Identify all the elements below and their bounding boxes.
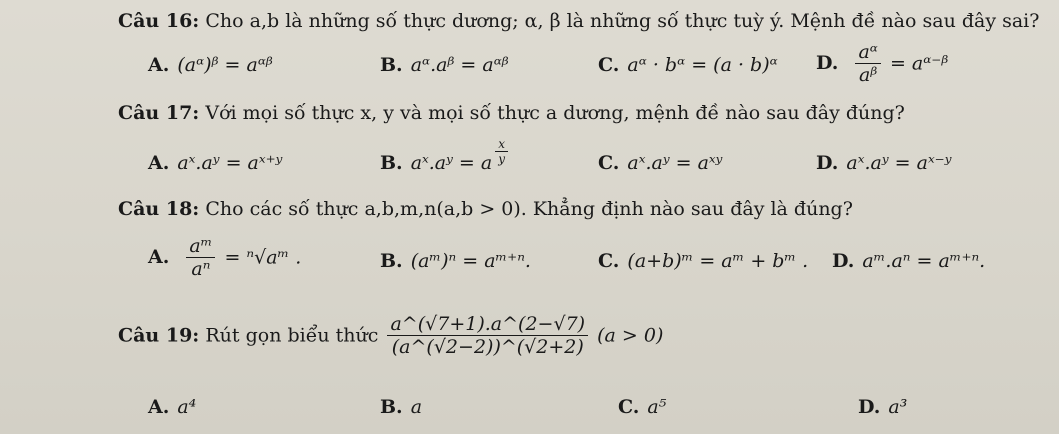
question-18-number: Câu 18: [118,198,200,220]
q18-option-d: D. aᵐ.aⁿ = aᵐ⁺ⁿ. [832,250,986,272]
q18-option-a: A. $\frac{\text{aᵐ}}{\text{aⁿ}}$ = ⁿ√aᵐ . [148,235,302,280]
q17-option-c: C. aˣ.aʸ = aˣʸ [598,152,723,174]
q19-option-c: C. a⁵ [618,396,667,418]
question-19-number: Câu 19: [118,324,200,347]
q16-option-d: D. $\frac{\text{aᵅ}}{\text{aᵝ}}$ = aᵅ⁻ᵝ [816,41,949,86]
q19-option-a: A. a⁴ [148,396,197,418]
q19-expression-fraction: $\frac{a\^{}(√7+1).a\^{}(2-√7)}{(a\^{}(√2-2))\^{}(√2+2)}$ [387,314,588,359]
q16-option-d-fraction: $\frac{\text{aᵅ}}{\text{aᵝ}}$ [855,42,880,87]
q19-option-d: D. a³ [858,396,908,418]
q17-option-a: A. aˣ.aʸ = aˣ⁺ʸ [148,152,283,174]
q16-option-c: C. aᵅ · bᵅ = (a · b)ᵅ [598,54,778,76]
q18-option-c: C. (a+b)ᵐ = aᵐ + bᵐ . [598,250,809,272]
question-18-text: Cho các số thực a,b,m,n(a,b > 0). Khẳng định nào sau đây là đúng? [205,198,853,220]
q17-option-d: D. aˣ.aʸ = aˣ⁻ʸ [816,152,952,174]
q17-option-b: B. aˣ.aʸ = a $\frac{x}{y}$ [380,152,511,174]
question-17-number: Câu 17: [118,102,200,124]
question-16 [118,10,1039,32]
q18-option-b: B. (aᵐ)ⁿ = aᵐ⁺ⁿ. [380,250,531,272]
q16-option-a: A. (aᵅ)ᵝ = aᵅᵝ [148,54,273,76]
q16-option-b: B. aᵅ.aᵝ = aᵅᵝ [380,54,509,76]
q17-option-b-exponent-fraction: $\frac{x}{y}$ [495,138,508,167]
question-17 [118,102,905,124]
question-16-number: Câu 16: [118,10,200,32]
q19-condition: (a > 0) [597,324,664,347]
question-17-text: Với mọi số thực x, y và mọi số thực a dương, mệnh đề nào sau đây đúng? [205,102,905,124]
question-18 [118,198,853,220]
q19-option-b: B. a [380,396,423,418]
question-19-text: Rút gọn biểu thức [205,324,379,347]
question-16-text: Cho a,b là những số thực dương; α, β là những số thực tuỳ ý. Mệnh đề nào sau đây sai? [205,10,1040,32]
q18-option-a-fraction: $\frac{\text{aᵐ}}{\text{aⁿ}}$ [186,236,215,281]
question-19 [118,314,663,359]
